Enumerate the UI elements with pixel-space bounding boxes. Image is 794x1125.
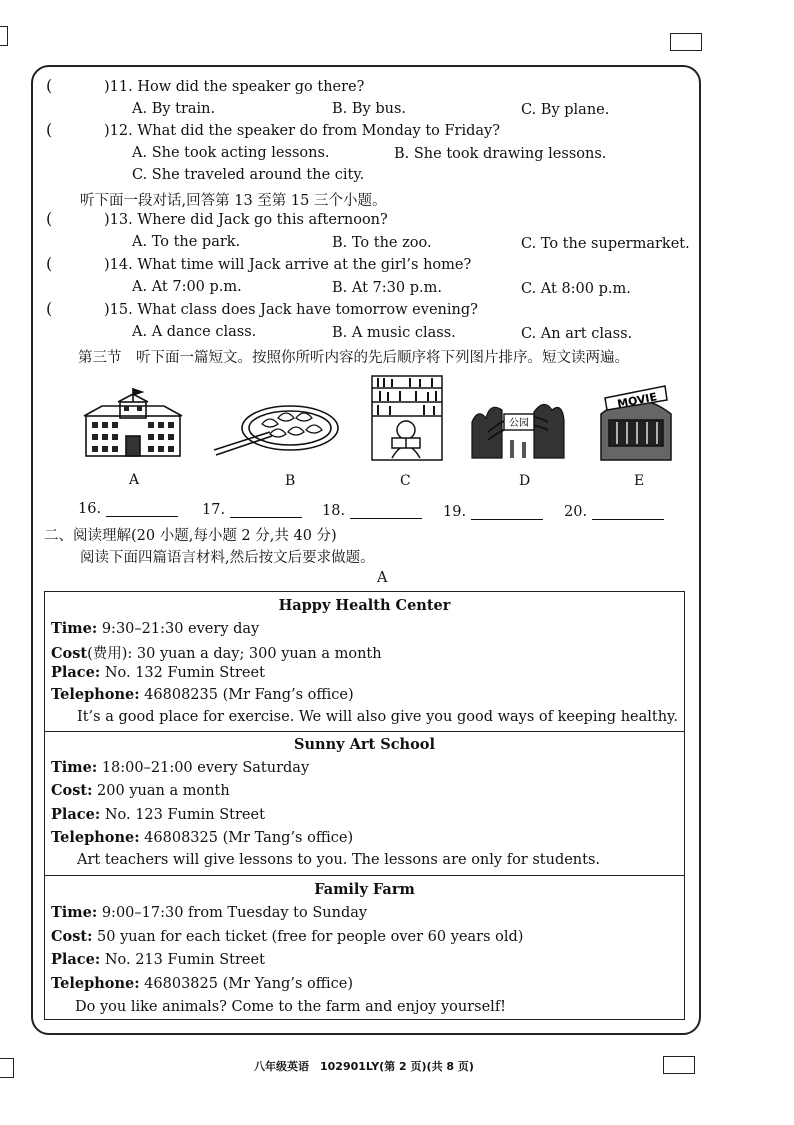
ad-time xyxy=(51,904,367,921)
label-time: Time: xyxy=(51,620,98,637)
label-place: Place: xyxy=(51,664,101,681)
answer-blank-20[interactable] xyxy=(564,504,664,520)
q12-option-b: B. She took drawing lessons. xyxy=(394,146,607,162)
reading-instruction: 阅读下面四篇语言材料,然后按文后要求做题。 xyxy=(80,550,375,566)
ad-description: Do you like animals? Come to the farm and enjoy yourself! xyxy=(75,999,507,1015)
q13-option-a: A. To the park. xyxy=(132,234,241,250)
blank-number-17: 17. xyxy=(202,502,226,518)
value-time: 18:00–21:00 every Saturday xyxy=(101,760,310,776)
label-place: Place: xyxy=(51,806,101,823)
ad-title: Family Farm xyxy=(314,881,415,898)
label-time: Time: xyxy=(51,904,98,921)
value-cost: 200 yuan a month xyxy=(97,783,230,799)
picture-label-c: C xyxy=(400,473,411,489)
q11-option-b: B. By bus. xyxy=(332,101,407,117)
value-time: 9:00–17:30 from Tuesday to Sunday xyxy=(101,905,368,921)
blank-number-18: 18. xyxy=(322,503,346,519)
ad-telephone xyxy=(51,829,353,846)
ad-title: Sunny Art School xyxy=(294,736,435,753)
value-cost: 50 yuan for each ticket (free for people over 60 years old) xyxy=(97,929,524,945)
q12-option-a: A. She took acting lessons. xyxy=(132,145,330,161)
answer-blank-18[interactable] xyxy=(322,503,422,519)
answer-paren-15[interactable]: ( xyxy=(46,299,53,318)
picture-label-a: A xyxy=(129,472,140,488)
value-telephone: 46808325 (Mr Tang’s office) xyxy=(144,830,354,846)
passage-letter: A xyxy=(377,570,388,586)
value-cost: (费用): 30 yuan a day; 300 yuan a month xyxy=(87,646,382,662)
movie-theater-icon xyxy=(595,380,677,462)
question-15-stem: )15. What class does Jack have tomorrow evening? xyxy=(104,302,478,318)
reading-part-heading: 二、阅读理解(20 小题,每小题 2 分,共 40 分) xyxy=(44,528,337,544)
answer-paren-11[interactable]: ( xyxy=(46,76,53,95)
question-13-stem: )13. Where did Jack go this afternoon? xyxy=(104,212,388,228)
q11-option-c: C. By plane. xyxy=(521,102,610,118)
ad-description: Art teachers will give lessons to you. The lessons are only for students. xyxy=(77,852,601,868)
ad-cost xyxy=(51,928,523,945)
label-time: Time: xyxy=(51,759,98,776)
park-gate-icon xyxy=(470,392,566,460)
page-footer: 八年级英语 102901LY(第 2 页)(共 8 页) xyxy=(254,1060,474,1073)
label-cost: Cost: xyxy=(51,928,93,945)
ad-time xyxy=(51,759,309,776)
q13-option-c: C. To the supermarket. xyxy=(521,236,690,252)
movie-sign-text: MOVIE xyxy=(616,390,659,411)
question-12-stem: )12. What did the speaker do from Monday to Friday? xyxy=(104,123,501,139)
ad-place xyxy=(51,806,265,823)
corner-mark-bottom-right xyxy=(663,1056,695,1074)
value-place: No. 123 Fumin Street xyxy=(104,807,265,823)
q13-option-b: B. To the zoo. xyxy=(332,235,432,251)
q15-option-c: C. An art class. xyxy=(521,326,633,342)
ad-happy-health-center xyxy=(44,591,685,732)
value-telephone: 46803825 (Mr Yang’s office) xyxy=(144,976,354,992)
value-telephone: 46808235 (Mr Fang’s office) xyxy=(144,687,354,703)
corner-mark-top-right xyxy=(670,33,702,51)
corner-mark-bottom-left xyxy=(0,1058,14,1078)
ad-telephone xyxy=(51,975,353,992)
ad-time xyxy=(51,620,259,637)
q15-option-b: B. A music class. xyxy=(332,325,456,341)
answer-paren-13[interactable]: ( xyxy=(46,209,53,228)
value-place: No. 213 Fumin Street xyxy=(104,952,265,968)
label-telephone: Telephone: xyxy=(51,975,140,992)
q14-option-c: C. At 8:00 p.m. xyxy=(521,281,631,297)
ad-place xyxy=(51,951,265,968)
answer-paren-12[interactable]: ( xyxy=(46,120,53,139)
park-sign-text: 公园 xyxy=(509,418,529,429)
answer-blank-16[interactable] xyxy=(78,501,178,517)
question-14-stem: )14. What time will Jack arrive at the girl’s home? xyxy=(104,257,472,273)
corner-mark-top-left xyxy=(0,26,8,46)
label-place: Place: xyxy=(51,951,101,968)
label-telephone: Telephone: xyxy=(51,686,140,703)
school-building-icon xyxy=(82,386,184,460)
q11-option-a: A. By train. xyxy=(132,101,216,117)
value-time: 9:30–21:30 every day xyxy=(101,621,260,637)
question-11-stem: )11. How did the speaker go there? xyxy=(104,79,365,95)
ad-sunny-art-school xyxy=(44,731,685,876)
library-reader-icon xyxy=(370,374,444,462)
dialog-instruction: 听下面一段对话,回答第 13 至第 15 三个小题。 xyxy=(80,193,387,209)
value-place: No. 132 Fumin Street xyxy=(104,665,265,681)
picture-label-b: B xyxy=(285,473,296,489)
label-cost: Cost: xyxy=(51,782,93,799)
ad-title: Happy Health Center xyxy=(278,597,451,614)
ad-cost xyxy=(51,642,382,663)
ad-place xyxy=(51,664,265,681)
blank-number-20: 20. xyxy=(564,504,588,520)
blank-number-19: 19. xyxy=(443,504,467,520)
q12-option-c: C. She traveled around the city. xyxy=(132,167,365,183)
label-telephone: Telephone: xyxy=(51,829,140,846)
q14-option-a: A. At 7:00 p.m. xyxy=(132,279,242,295)
ad-description: It’s a good place for exercise. We will also give you good ways of keeping healthy. xyxy=(77,709,678,725)
picture-label-e: E xyxy=(634,473,645,489)
answer-paren-14[interactable]: ( xyxy=(46,254,53,273)
label-cost: Cost xyxy=(51,645,88,662)
dumplings-plate-icon xyxy=(212,398,342,458)
ad-telephone xyxy=(51,686,354,703)
section-3-instruction: 第三节 听下面一篇短文。按照你所听内容的先后顺序将下列图片排序。短文读两遍。 xyxy=(78,350,629,366)
picture-label-d: D xyxy=(519,473,531,489)
q14-option-b: B. At 7:30 p.m. xyxy=(332,280,442,296)
q15-option-a: A. A dance class. xyxy=(132,324,257,340)
blank-number-16: 16. xyxy=(78,501,102,517)
answer-blank-19[interactable] xyxy=(443,504,543,520)
ad-family-farm xyxy=(44,875,685,1020)
ad-cost xyxy=(51,782,230,799)
answer-blank-17[interactable] xyxy=(202,502,302,518)
